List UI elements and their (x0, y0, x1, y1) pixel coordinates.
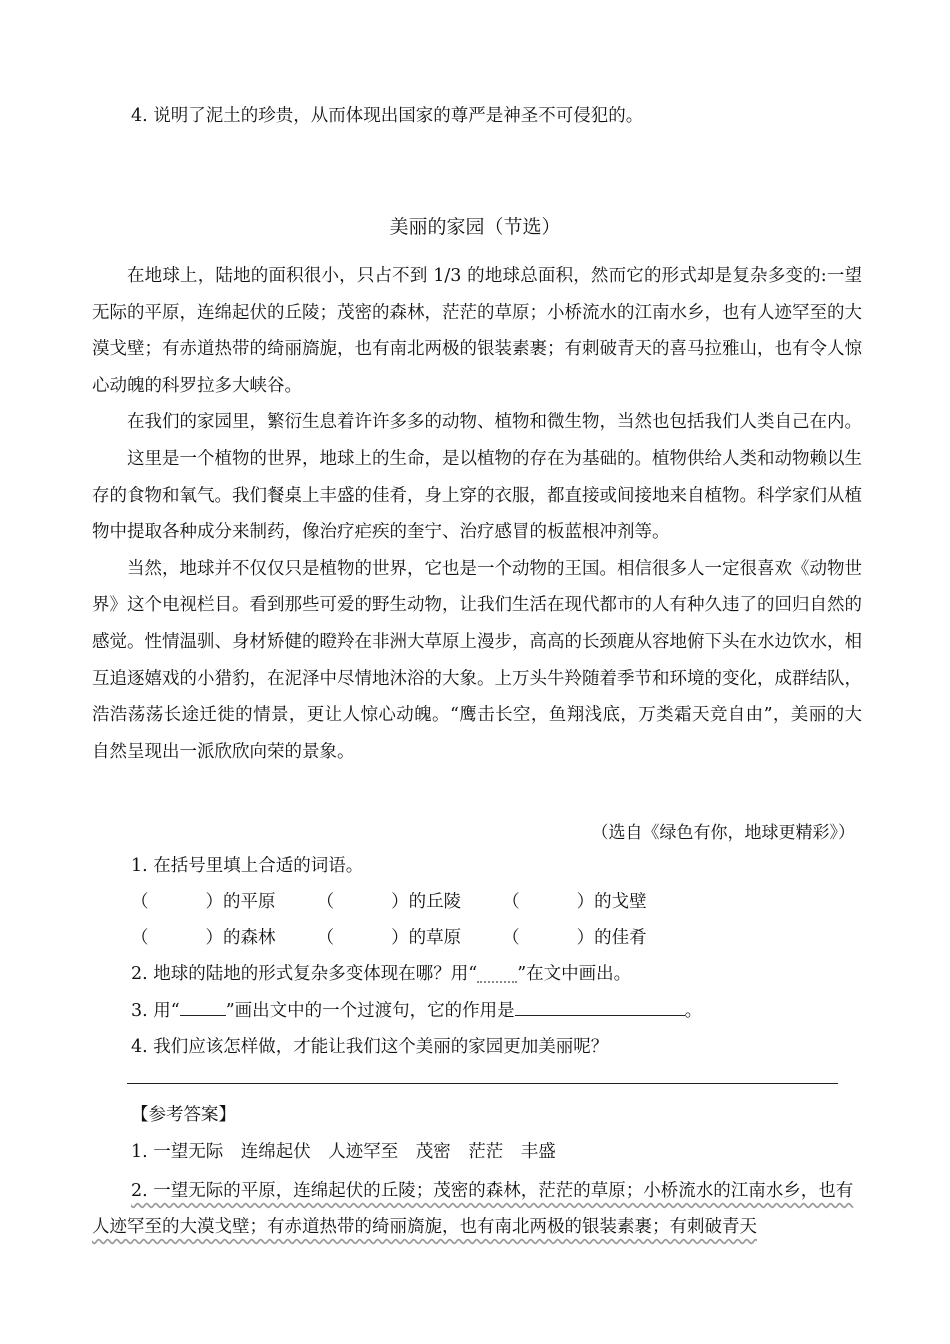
answer-1: 1. 一望无际 连绵起伏 人迹罕至 茂密 茫茫 丰盛 (131, 1142, 556, 1162)
blank-word: 的平原 (223, 892, 276, 912)
question-3-text-end: 。 (684, 1001, 703, 1021)
question-4: 4. 我们应该怎样做，才能让我们这个美丽的家园更加美丽呢？ (131, 1037, 609, 1057)
blank-word: 的佳肴 (594, 928, 647, 948)
paragraph-2: 在我们的家园里，繁衍生息着许许多多的动物、植物和微生物，当然也包括我们人类自己在内。 (127, 412, 862, 433)
article-title: 美丽的家园（节选） (389, 216, 561, 238)
paragraph-1: 在地球上，陆地的面积很小，只占不到 1/3 的地球总面积，然而它的形式却是复杂多变的:一望无际的平原，连绵起伏的丘陵；茂密的森林，茫茫的草原；小桥流水的江南水乡，也有人迹罕至的大漠戈壁；有赤道热带的绮丽旖旎，也有南北两极的银装素裹；有刺破青天的喜马拉雅山，也有令人惊心动魄的科罗拉多大峡谷。 (92, 266, 862, 396)
open-paren: （ (131, 892, 149, 912)
question-1: 1. 在括号里填上合适的词语。 (131, 856, 364, 876)
close-paren: ） (391, 928, 409, 948)
fill-blank-row-1 (131, 888, 682, 913)
open-paren: （ (502, 928, 520, 948)
question-2-text-end: ”在文中画出。 (517, 964, 632, 984)
previous-answer-line: 4. 说明了泥土的珍贵，从而体现出国家的尊严是神圣不可侵犯的。 (131, 106, 644, 126)
open-paren: （ (316, 928, 335, 948)
open-paren: （ (316, 892, 335, 912)
article-source: （选自《绿色有你，地球更精彩》） (591, 823, 855, 843)
close-paren: ） (576, 928, 595, 948)
blank-word: 的草原 (408, 928, 462, 948)
straight-line-mark (180, 1001, 226, 1016)
answer-blank-line (515, 1001, 685, 1016)
open-paren: （ (131, 928, 149, 948)
question-3 (131, 997, 702, 1022)
question-3-text: 3. 用“ (131, 1001, 180, 1021)
answer-heading: 【参考答案】 (131, 1105, 236, 1125)
question-2-text: 2. 地球的陆地的形式复杂多变体现在哪？用“ (131, 964, 478, 984)
blank-word: 的丘陵 (408, 892, 462, 912)
fill-blank-row-2 (131, 924, 682, 949)
paragraph-4: 当然，地球并不仅仅只是植物的世界，它也是一个动物的王国。相信很多人一定很喜欢《动物世界》这个电视栏目。看到那些可爱的野生动物，让我们生活在现代都市的人有种久违了的回归自然的感觉。性情温驯、身材矫健的瞪羚在非洲大草原上漫步，高高的长颈鹿从容地俯下头在水边饮水，相互追逐嬉戏的小猎豹，在泥泽中尽情地沐浴的大象。上万头牛羚随着季节和环境的变化，成群结队，浩浩荡荡长途迁徙的情景，更让人惊心动魄。“鹰击长空，鱼翔浅底，万类霜天竞自由”，美丽的大自然呈现出一派欣欣向荣的景象。 (92, 558, 862, 762)
close-paren: ） (205, 928, 223, 948)
answer-2 (92, 1173, 866, 1245)
paragraph-3: 这里是一个植物的世界，地球上的生命，是以植物的存在为基础的。植物供给人类和动物赖以生存的食物和氧气。我们餐桌上丰盛的佳肴，身上穿的衣服，都直接或间接地来自植物。科学家们从植物中提取各种成分来制药，像治疗疟疾的奎宁、治疗感冒的板蓝根冲剂等。 (92, 448, 862, 543)
answer-2-text: 2. 一望无际的平原，连绵起伏的丘陵；茂密的森林，茫茫的草原；小桥流水的江南水乡，也有人迹罕至的大漠戈壁；有赤道热带的绮丽旖旎，也有南北两极的银装素裹；有刺破青天 (92, 1181, 854, 1237)
answer-writing-line (127, 1083, 838, 1084)
question-2 (131, 960, 631, 985)
close-paren: ） (576, 892, 595, 912)
blank-word: 的戈壁 (594, 892, 647, 912)
question-3-text-mid: ”画出文中的一个过渡句，它的作用是 (225, 1001, 515, 1021)
close-paren: ） (205, 892, 223, 912)
close-paren: ） (391, 892, 409, 912)
article-body (92, 258, 862, 770)
blank-word: 的森林 (223, 928, 276, 948)
wavy-line-mark (477, 967, 517, 983)
open-paren: （ (502, 892, 520, 912)
